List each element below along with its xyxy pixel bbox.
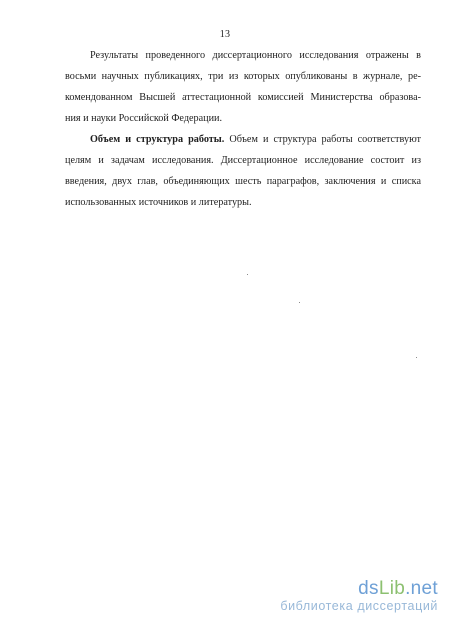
page-number: 13 (219, 29, 231, 40)
paragraph-line: целям и задачам исследования. Диссертационное исследование состоит из (65, 155, 421, 166)
paragraph-text: Объем и структура работы соответствуют (224, 134, 421, 145)
scan-speck (299, 302, 300, 303)
scan-speck (416, 357, 417, 358)
scan-speck (247, 274, 248, 275)
paragraph-line: восьми научных публикациях, три из которых опубликованы в журнале, ре- (65, 71, 421, 82)
paragraph-line: комендованном Высшей аттестационной комиссией Министерства образова- (65, 92, 421, 103)
watermark-tagline: библиотека диссертаций (280, 599, 438, 613)
paragraph-line: использованных источников и литературы. (65, 197, 252, 208)
paragraph-line: введения, двух глав, объединяющих шесть параграфов, заключения и списка (65, 176, 421, 187)
watermark-logo: dsLib.net (358, 578, 438, 599)
watermark (280, 579, 438, 613)
paragraph-line: Результаты проведенного диссертационного исследования отражены в (90, 50, 421, 61)
section-heading: Объем и структура работы. (90, 134, 225, 145)
paragraph-line (90, 134, 421, 146)
paragraph-line: ния и науки Российской Федерации. (65, 113, 223, 124)
